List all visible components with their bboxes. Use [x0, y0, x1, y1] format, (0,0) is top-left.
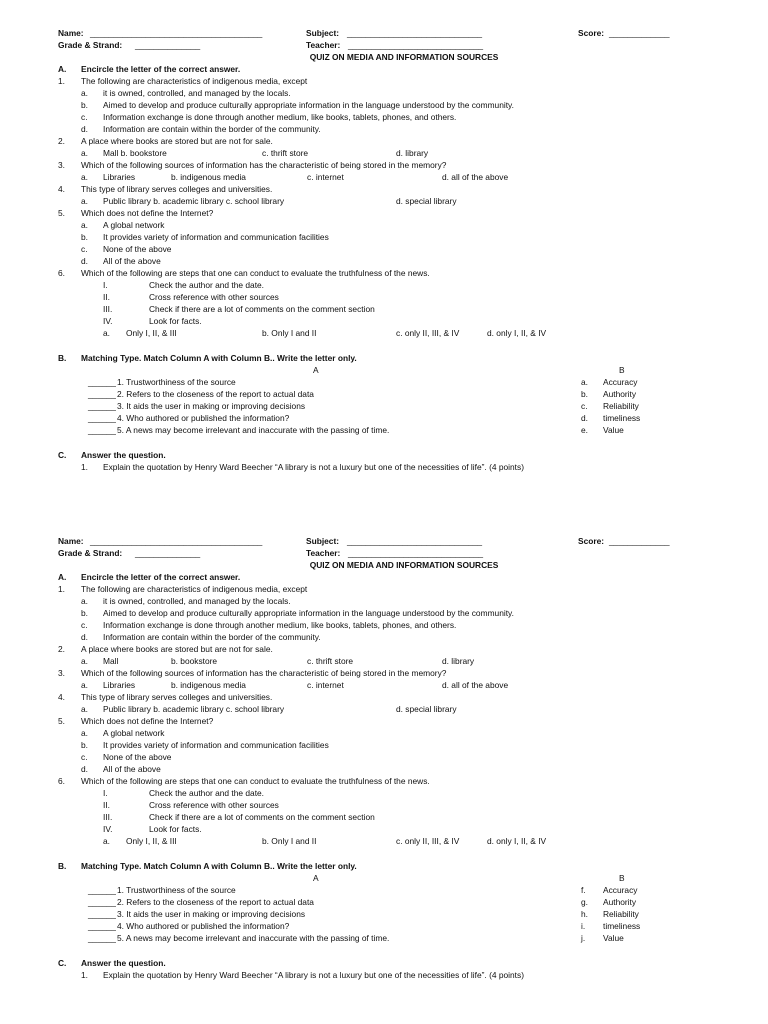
- name-field[interactable]: _____________________________________: [90, 28, 263, 38]
- grade-strand-label: Grade & Strand:: [58, 548, 123, 558]
- choice-text: timeliness: [603, 413, 641, 423]
- choice-text: Reliability: [603, 909, 639, 919]
- question-number: 2.: [58, 136, 65, 146]
- option-text: None of the above: [103, 244, 172, 254]
- option-letter[interactable]: a.: [81, 220, 88, 230]
- question-number: 5.: [58, 716, 65, 726]
- subject-label: Subject:: [306, 536, 340, 546]
- option-text[interactable]: Mall b. bookstore: [103, 148, 167, 158]
- question-text: Which of the following are steps that one can conduct to evaluate the truthfulness of the news.: [81, 268, 430, 278]
- step-text: Check if there are a lot of comments on the comment section: [149, 812, 375, 822]
- option-text: Aimed to develop and produce culturally appropriate information in the language understood by the community.: [103, 608, 514, 618]
- choice-letter: e.: [581, 425, 588, 435]
- choice-text: timeliness: [603, 921, 641, 931]
- option-letter[interactable]: c.: [81, 752, 88, 762]
- question-text: A place where books are stored but are not for sale.: [81, 136, 273, 146]
- step-text: Check the author and the date.: [149, 280, 265, 290]
- column-a-header: A: [313, 873, 319, 883]
- answer-blank[interactable]: ______: [88, 897, 116, 907]
- name-field[interactable]: _____________________________________: [90, 536, 263, 546]
- column-a-header: A: [313, 365, 319, 375]
- choice-text: Authority: [603, 897, 637, 907]
- question-number: 1.: [81, 970, 88, 980]
- option-text[interactable]: Mall: [103, 656, 119, 666]
- question-number: 1.: [58, 76, 65, 86]
- subject-field[interactable]: _____________________________: [347, 536, 483, 546]
- option-text: A global network: [103, 220, 165, 230]
- option-text[interactable]: Only I, II, & III: [126, 836, 177, 846]
- step-text: Look for facts.: [149, 316, 202, 326]
- match-item: 1. Trustworthiness of the source: [117, 885, 236, 895]
- option-letter[interactable]: c.: [81, 620, 88, 630]
- part-b-letter: B.: [58, 353, 67, 363]
- option-text: it is owned, controlled, and managed by the locals.: [103, 88, 291, 98]
- option-letter[interactable]: b.: [81, 232, 88, 242]
- option-letter[interactable]: c.: [81, 244, 88, 254]
- option-letter[interactable]: d.: [81, 764, 88, 774]
- answer-blank[interactable]: ______: [88, 377, 116, 387]
- option-text: A global network: [103, 728, 165, 738]
- option-text: It provides variety of information and communication facilities: [103, 740, 329, 750]
- part-c-letter: C.: [58, 450, 67, 460]
- step-number: I.: [103, 280, 108, 290]
- choice-text: Accuracy: [603, 377, 638, 387]
- option-text: None of the above: [103, 752, 172, 762]
- choice-letter: b.: [581, 389, 588, 399]
- question-number: 1.: [58, 584, 65, 594]
- score-field[interactable]: _____________: [609, 28, 670, 38]
- option-letter[interactable]: a.: [103, 328, 110, 338]
- option-letter[interactable]: d.: [81, 632, 88, 642]
- match-item: 4. Who authored or published the information?: [117, 921, 290, 931]
- grade-strand-label: Grade & Strand:: [58, 40, 123, 50]
- match-item: 5. A news may become irrelevant and inaccurate with the passing of time.: [117, 425, 390, 435]
- step-text: Cross reference with other sources: [149, 292, 279, 302]
- option-text[interactable]: b. indigenous media: [171, 680, 246, 690]
- score-label: Score:: [578, 536, 605, 546]
- option-text[interactable]: d. only I, II, & IV: [487, 836, 547, 846]
- question-text: Which of the following sources of information has the characteristic of being stored in the memory?: [81, 160, 447, 170]
- option-letter[interactable]: b.: [81, 100, 88, 110]
- option-text[interactable]: c. internet: [307, 172, 344, 182]
- match-item: 2. Refers to the closeness of the report to actual data: [117, 897, 314, 907]
- question-number: 1.: [81, 462, 88, 472]
- option-letter[interactable]: d.: [81, 124, 88, 134]
- teacher-label: Teacher:: [306, 548, 341, 558]
- choice-letter: h.: [581, 909, 588, 919]
- step-number: IV.: [103, 824, 113, 834]
- option-letter[interactable]: b.: [81, 740, 88, 750]
- choice-text: Value: [603, 933, 624, 943]
- quiz-title: QUIZ ON MEDIA AND INFORMATION SOURCES: [309, 52, 499, 62]
- question-number: 6.: [58, 268, 65, 278]
- option-letter[interactable]: b.: [81, 608, 88, 618]
- step-number: IV.: [103, 316, 113, 326]
- step-number: I.: [103, 788, 108, 798]
- part-b-instruction: Matching Type. Match Column A with Column B.. Write the letter only.: [81, 353, 357, 363]
- choice-letter: i.: [581, 921, 586, 931]
- option-text[interactable]: b. Only I and II: [262, 328, 317, 338]
- option-text[interactable]: d. all of the above: [442, 172, 509, 182]
- question-text: Which of the following are steps that one can conduct to evaluate the truthfulness of the news.: [81, 776, 430, 786]
- option-letter[interactable]: a.: [81, 148, 88, 158]
- answer-blank[interactable]: ______: [88, 885, 116, 895]
- match-item: 1. Trustworthiness of the source: [117, 377, 236, 387]
- quiz-title: QUIZ ON MEDIA AND INFORMATION SOURCES: [309, 560, 499, 570]
- part-c-instruction: Answer the question.: [81, 958, 166, 968]
- option-letter[interactable]: a.: [81, 680, 88, 690]
- question-number: 3.: [58, 160, 65, 170]
- essay-question: Explain the quotation by Henry Ward Beecher “A library is not a luxury but one of the necessities of life”. (4 points): [103, 462, 524, 472]
- part-b-letter: B.: [58, 861, 67, 871]
- option-letter[interactable]: c.: [81, 112, 88, 122]
- part-a-letter: A.: [58, 64, 67, 74]
- question-number: 2.: [58, 644, 65, 654]
- option-text[interactable]: d. library: [442, 656, 475, 666]
- part-c-letter: C.: [58, 958, 67, 968]
- option-text: Aimed to develop and produce culturally appropriate information in the language understood by the community.: [103, 100, 514, 110]
- option-letter[interactable]: d.: [81, 256, 88, 266]
- choice-text: Reliability: [603, 401, 639, 411]
- choice-letter: c.: [581, 401, 588, 411]
- subject-label: Subject:: [306, 28, 340, 38]
- choice-text: Authority: [603, 389, 637, 399]
- teacher-label: Teacher:: [306, 40, 341, 50]
- option-text: Information exchange is done through another medium, like books, tablets, phones, and others.: [103, 112, 457, 122]
- answer-blank[interactable]: ______: [88, 389, 116, 399]
- option-letter[interactable]: a.: [81, 728, 88, 738]
- option-text: It provides variety of information and communication facilities: [103, 232, 329, 242]
- option-letter[interactable]: a.: [81, 656, 88, 666]
- question-text: This type of library serves colleges and universities.: [81, 692, 273, 702]
- option-text[interactable]: Only I, II, & III: [126, 328, 177, 338]
- subject-field[interactable]: _____________________________: [347, 28, 483, 38]
- match-item: 3. It aids the user in making or improving decisions: [117, 401, 306, 411]
- step-text: Cross reference with other sources: [149, 800, 279, 810]
- option-text[interactable]: b. Only I and II: [262, 836, 317, 846]
- option-text[interactable]: c. thrift store: [307, 656, 354, 666]
- choice-letter: a.: [581, 377, 588, 387]
- column-b-header: B: [619, 365, 625, 375]
- option-text[interactable]: Libraries: [103, 172, 136, 182]
- match-item: 5. A news may become irrelevant and inaccurate with the passing of time.: [117, 933, 390, 943]
- choice-text: Value: [603, 425, 624, 435]
- option-text: All of the above: [103, 256, 161, 266]
- part-c-instruction: Answer the question.: [81, 450, 166, 460]
- part-b-instruction: Matching Type. Match Column A with Column B.. Write the letter only.: [81, 861, 357, 871]
- grade-strand-field[interactable]: ______________: [135, 40, 201, 50]
- question-number: 3.: [58, 668, 65, 678]
- question-text: This type of library serves colleges and universities.: [81, 184, 273, 194]
- option-text[interactable]: d. all of the above: [442, 680, 509, 690]
- score-label: Score:: [578, 28, 605, 38]
- option-text[interactable]: d. only I, II, & IV: [487, 328, 547, 338]
- choice-letter: f.: [581, 885, 586, 895]
- option-letter[interactable]: a.: [81, 704, 88, 714]
- option-text[interactable]: d. special library: [396, 704, 457, 714]
- option-letter[interactable]: a.: [81, 88, 88, 98]
- option-text: Information exchange is done through another medium, like books, tablets, phones, and others.: [103, 620, 457, 630]
- option-text: it is owned, controlled, and managed by the locals.: [103, 596, 291, 606]
- option-text[interactable]: Public library b. academic library c. school library: [103, 704, 285, 714]
- answer-blank[interactable]: ______: [88, 933, 116, 943]
- step-text: Check the author and the date.: [149, 788, 265, 798]
- choice-letter: j.: [581, 933, 586, 943]
- step-number: II.: [103, 292, 110, 302]
- question-text: The following are characteristics of indigenous media, except: [81, 584, 308, 594]
- step-number: II.: [103, 800, 110, 810]
- option-text[interactable]: c. internet: [307, 680, 344, 690]
- option-text[interactable]: d. library: [396, 148, 429, 158]
- choice-letter: d.: [581, 413, 588, 423]
- step-number: III.: [103, 304, 113, 314]
- step-text: Look for facts.: [149, 824, 202, 834]
- essay-question: Explain the quotation by Henry Ward Beecher “A library is not a luxury but one of the necessities of life”. (4 points): [103, 970, 524, 980]
- part-a-letter: A.: [58, 572, 67, 582]
- option-text[interactable]: d. special library: [396, 196, 457, 206]
- answer-blank[interactable]: ______: [88, 909, 116, 919]
- question-number: 4.: [58, 692, 65, 702]
- option-text[interactable]: c. only II, III, & IV: [396, 328, 460, 338]
- option-letter[interactable]: a.: [103, 836, 110, 846]
- name-label: Name:: [58, 28, 84, 38]
- option-text[interactable]: b. bookstore: [171, 656, 218, 666]
- option-letter[interactable]: a.: [81, 596, 88, 606]
- question-number: 6.: [58, 776, 65, 786]
- option-text[interactable]: Libraries: [103, 680, 136, 690]
- choice-letter: g.: [581, 897, 588, 907]
- question-text: Which does not define the Internet?: [81, 208, 214, 218]
- answer-blank[interactable]: ______: [88, 413, 116, 423]
- option-letter[interactable]: a.: [81, 172, 88, 182]
- option-text[interactable]: Public library b. academic library c. school library: [103, 196, 285, 206]
- answer-blank[interactable]: ______: [88, 401, 116, 411]
- teacher-field[interactable]: _____________________________: [348, 40, 484, 50]
- match-item: 3. It aids the user in making or improving decisions: [117, 909, 306, 919]
- question-text: Which does not define the Internet?: [81, 716, 214, 726]
- column-b-header: B: [619, 873, 625, 883]
- step-text: Check if there are a lot of comments on the comment section: [149, 304, 375, 314]
- option-text[interactable]: b. indigenous media: [171, 172, 246, 182]
- question-text: Which of the following sources of information has the characteristic of being stored in the memory?: [81, 668, 447, 678]
- match-item: 2. Refers to the closeness of the report to actual data: [117, 389, 314, 399]
- name-label: Name:: [58, 536, 84, 546]
- score-field[interactable]: _____________: [609, 536, 670, 546]
- match-item: 4. Who authored or published the information?: [117, 413, 290, 423]
- part-a-instruction: Encircle the letter of the correct answer.: [81, 572, 241, 582]
- question-number: 5.: [58, 208, 65, 218]
- option-text[interactable]: c. thrift store: [262, 148, 309, 158]
- option-text: Information are contain within the border of the community.: [103, 124, 321, 134]
- step-number: III.: [103, 812, 113, 822]
- question-text: The following are characteristics of indigenous media, except: [81, 76, 308, 86]
- answer-blank[interactable]: ______: [88, 425, 116, 435]
- question-number: 4.: [58, 184, 65, 194]
- option-text[interactable]: c. only II, III, & IV: [396, 836, 460, 846]
- grade-strand-field[interactable]: ______________: [135, 548, 201, 558]
- choice-text: Accuracy: [603, 885, 638, 895]
- part-a-instruction: Encircle the letter of the correct answer.: [81, 64, 241, 74]
- question-text: A place where books are stored but are not for sale.: [81, 644, 273, 654]
- option-text: Information are contain within the border of the community.: [103, 632, 321, 642]
- teacher-field[interactable]: _____________________________: [348, 548, 484, 558]
- answer-blank[interactable]: ______: [88, 921, 116, 931]
- option-text: All of the above: [103, 764, 161, 774]
- option-letter[interactable]: a.: [81, 196, 88, 206]
